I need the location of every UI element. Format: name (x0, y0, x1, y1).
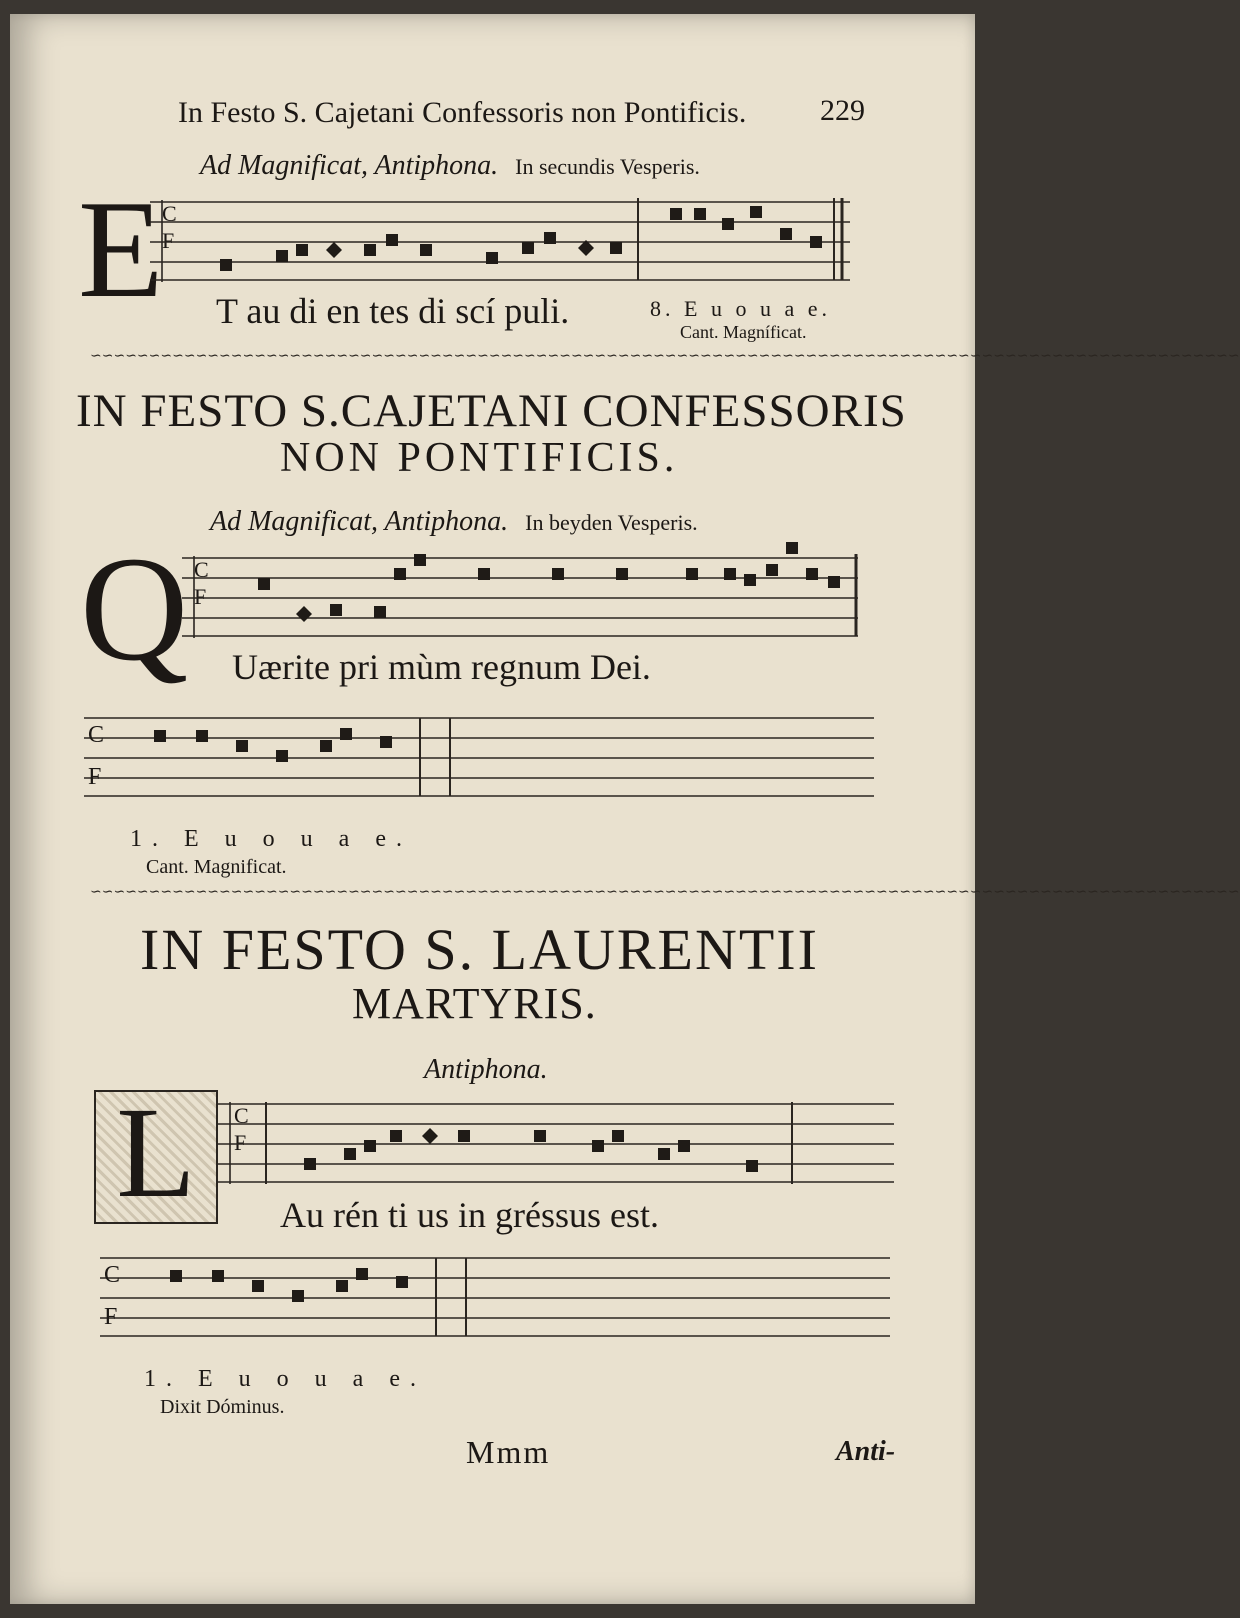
svg-text:C: C (104, 1262, 121, 1288)
section3-tone-staff (100, 1250, 890, 1350)
book-page (10, 14, 1240, 1604)
ornament-rule: ∽∽∽∽∽∽∽∽∽∽∽∽∽∽∽∽∽∽∽∽∽∽∽∽∽∽∽∽∽∽∽∽∽∽∽∽∽∽∽∽∽∽∽∽∽∽∽∽∽∽∽∽∽∽∽∽∽∽∽∽∽∽∽∽∽∽∽∽∽∽∽∽∽∽∽∽∽∽∽∽∽∽∽∽∽∽∽∽∽∽∽∽∽∽∽∽∽∽ (90, 885, 1240, 900)
page-number: 229 (820, 94, 865, 127)
section2-heading-line1: IN FESTO S.CAJETANI CONFESSORIS (76, 385, 907, 437)
c-clef: C (234, 1103, 249, 1128)
section3-lyrics: Au rén ti us in gréssus est. (280, 1195, 659, 1235)
section2-initial: Q (80, 526, 189, 692)
c-clef: C (162, 201, 177, 226)
c-clef: C (194, 557, 209, 582)
running-title: In Festo S. Cajetani Confessoris non Pontificis. (178, 96, 747, 129)
section1-subtitle (200, 150, 700, 182)
section1-tone: 8. E u o u a e. (650, 296, 831, 321)
section2-staff (182, 550, 862, 650)
section1-staff (150, 194, 850, 294)
f-clef: F (234, 1130, 247, 1155)
section3-initial: L (116, 1081, 196, 1225)
section1-lyrics: T au di en tes di scí puli. (216, 291, 570, 331)
section3-tone: 1. E u o u a e. (144, 1366, 426, 1392)
section2-tone-staff (84, 710, 874, 810)
section1-subtitle-italic: Ad Magnificat, Antiphona. (200, 150, 499, 181)
section1-cue: Cant. Magníficat. (680, 322, 807, 342)
section2-tone: 1. E u o u a e. (130, 826, 412, 852)
ornament-rule: ∽∽∽∽∽∽∽∽∽∽∽∽∽∽∽∽∽∽∽∽∽∽∽∽∽∽∽∽∽∽∽∽∽∽∽∽∽∽∽∽∽∽∽∽∽∽∽∽∽∽∽∽∽∽∽∽∽∽∽∽∽∽∽∽∽∽∽∽∽∽∽∽∽∽∽∽∽∽∽∽∽∽∽∽∽∽∽∽∽∽∽∽∽∽∽∽∽∽ (90, 349, 1240, 364)
section3-heading-line1: IN FESTO S. LAURENTII (140, 917, 819, 982)
section2-subtitle-roman: In beyden Vesperis. (525, 510, 698, 535)
section2-heading-line2: NON PONTIFICIS. (280, 435, 679, 481)
svg-text:F: F (104, 1304, 118, 1330)
section3-staff (218, 1096, 898, 1196)
section3-cue: Dixit Dóminus. (160, 1396, 285, 1418)
svg-text:F: F (88, 764, 102, 790)
signature-mark: Mmm (466, 1434, 551, 1470)
section1-subtitle-roman: In secundis Vesperis. (515, 154, 700, 179)
section1-initial: E (78, 172, 164, 327)
section3-subtitle: Antiphona. (424, 1054, 548, 1085)
section2-subtitle-italic: Ad Magnificat, Antiphona. (210, 506, 509, 537)
section3-decorated-initial (94, 1081, 218, 1225)
section2-lyrics: Uærite pri mùm regnum Dei. (232, 647, 651, 687)
f-clef: F (194, 584, 207, 609)
section3-heading-line2: MARTYRIS. (352, 979, 597, 1028)
section2-subtitle (210, 506, 698, 538)
svg-text:C: C (88, 722, 105, 748)
catchword: Anti- (836, 1436, 896, 1467)
f-clef: F (162, 228, 175, 253)
section2-cue: Cant. Magnificat. (146, 856, 287, 878)
